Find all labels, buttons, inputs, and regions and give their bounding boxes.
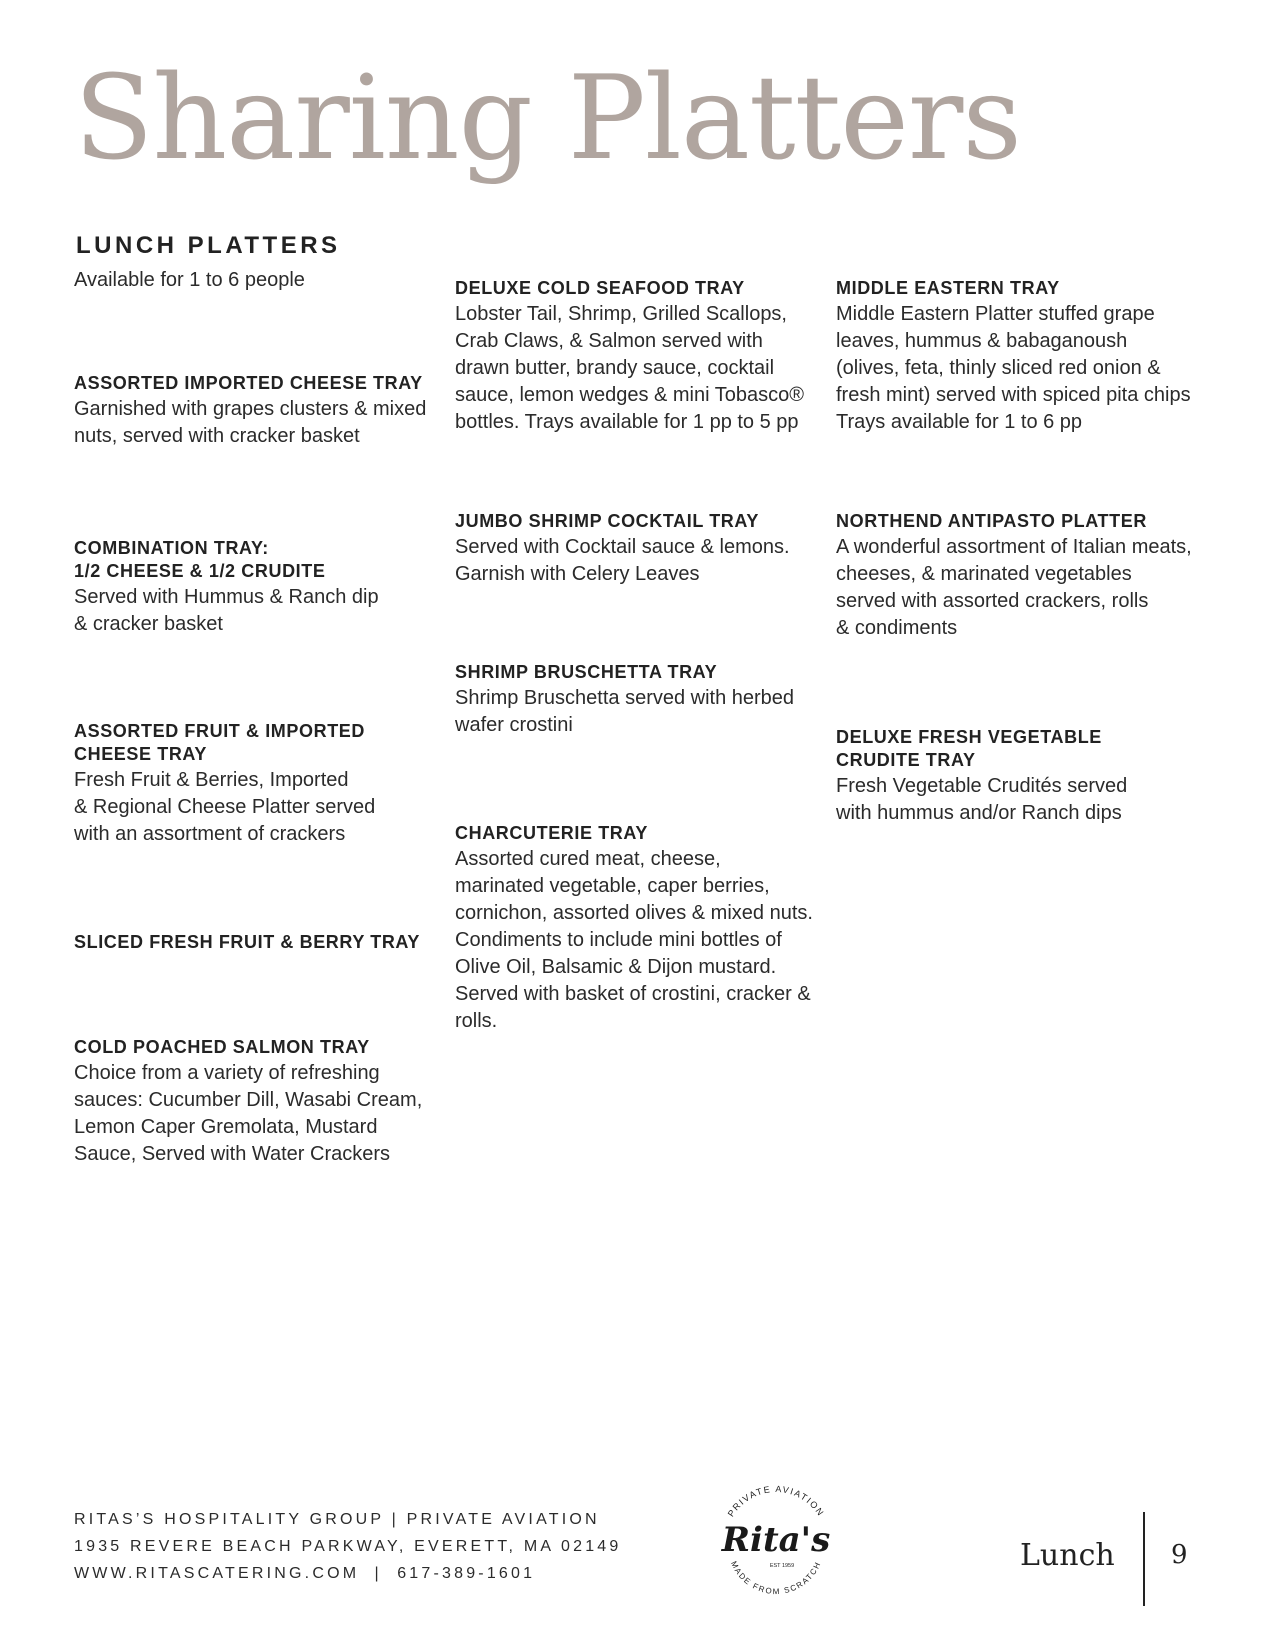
- menu-column-1: [74, 265, 426, 1165]
- menu-item: [455, 510, 815, 588]
- item-name: CHARCUTERIE TRAY: [455, 823, 648, 843]
- item-description: Served with Hummus & Ranch dip & cracker basket: [74, 586, 379, 635]
- logo-est: EST 1959: [769, 1563, 795, 1569]
- item-description: Fresh Fruit & Berries, Imported & Regional Cheese Platter served with an assortment of crackers: [74, 769, 376, 845]
- item-description: Assorted cured meat, cheese, marinated vegetable, caper berries, cornichon, assorted olives & mixed nuts. Condiments to include mini bottles of Olive Oil, Balsamic & Dijon mustard. Served with basket of crostini, cracker & rolls.: [455, 848, 813, 1032]
- menu-item: [74, 1036, 434, 1168]
- footer-web-phone: WWW.RITASCATERING.COM | 617-389-1601: [74, 1565, 536, 1582]
- menu-item: [836, 726, 1196, 827]
- menu-item: [455, 661, 815, 739]
- intro-text: Available for 1 to 6 people: [74, 269, 305, 291]
- menu-column-3: [836, 265, 1192, 865]
- item-description: Fresh Vegetable Crudités served with hummus and/or Ranch dips: [836, 775, 1128, 824]
- logo-arc-top: PRIVATE AVIATION: [725, 1483, 827, 1519]
- item-description: Shrimp Bruschetta served with herbed wafer crostini: [455, 687, 795, 736]
- item-description: Garnished with grapes clusters & mixed nuts, served with cracker basket: [74, 398, 427, 447]
- menu-column-2: [455, 265, 813, 1065]
- logo-arc-bottom: MADE FROM SCRATCH: [729, 1559, 823, 1597]
- footer-company: RITAS’S HOSPITALITY GROUP | PRIVATE AVIATION: [74, 1511, 600, 1528]
- page-title: Sharing Platters: [74, 51, 1021, 186]
- menu-item: [836, 277, 1196, 436]
- item-name: ASSORTED IMPORTED CHEESE TRAY: [74, 373, 423, 393]
- menu-item: [455, 277, 815, 436]
- item-description: Middle Eastern Platter stuffed grape leaves, hummus & babaganoush (olives, feta, thinly sliced red onion & fresh mint) served with spiced pita chips Trays available for 1 to 6 pp: [836, 303, 1191, 433]
- section-heading: LUNCH PLATTERS: [76, 232, 341, 259]
- menu-item: [74, 720, 434, 848]
- item-name: COMBINATION TRAY: 1/2 CHEESE & 1/2 CRUDITE: [74, 538, 326, 581]
- item-name: DELUXE FRESH VEGETABLE CRUDITE TRAY: [836, 727, 1102, 770]
- menu-item: [74, 372, 434, 450]
- item-name: SHRIMP BRUSCHETTA TRAY: [455, 662, 718, 682]
- logo-script: Rita's: [721, 1520, 831, 1560]
- item-name: COLD POACHED SALMON TRAY: [74, 1037, 370, 1057]
- item-description: A wonderful assortment of Italian meats, cheeses, & marinated vegetables served with assorted crackers, rolls & condiments: [836, 536, 1192, 639]
- menu-item: [74, 931, 434, 954]
- footer-divider: [1143, 1512, 1145, 1606]
- item-name: MIDDLE EASTERN TRAY: [836, 278, 1060, 298]
- item-name: NORTHEND ANTIPASTO PLATTER: [836, 511, 1147, 531]
- item-description: Served with Cocktail sauce & lemons. Garnish with Celery Leaves: [455, 536, 790, 585]
- item-name: JUMBO SHRIMP COCKTAIL TRAY: [455, 511, 759, 531]
- item-name: DELUXE COLD SEAFOOD TRAY: [455, 278, 745, 298]
- item-name: ASSORTED FRUIT & IMPORTED CHEESE TRAY: [74, 721, 366, 764]
- item-description: Choice from a variety of refreshing sauces: Cucumber Dill, Wasabi Cream, Lemon Caper Gremolata, Mustard Sauce, Served with Water Crackers: [74, 1062, 423, 1165]
- menu-item: [836, 510, 1196, 642]
- menu-item: [74, 537, 434, 638]
- page-number: 9: [1171, 1540, 1188, 1570]
- item-name: SLICED FRESH FRUIT & BERRY TRAY: [74, 932, 420, 952]
- ritas-logo: [706, 1472, 846, 1612]
- menu-item: [455, 822, 815, 1035]
- footer-contact: [74, 1506, 622, 1587]
- footer-address: 1935 REVERE BEACH PARKWAY, EVERETT, MA 02149: [74, 1538, 622, 1555]
- item-description: Lobster Tail, Shrimp, Grilled Scallops, Crab Claws, & Salmon served with drawn butter, brandy sauce, cocktail sauce, lemon wedges & mini Tobasco® bottles. Trays available for 1 pp to 5 pp: [455, 303, 804, 433]
- footer-section-name: Lunch: [1020, 1538, 1115, 1573]
